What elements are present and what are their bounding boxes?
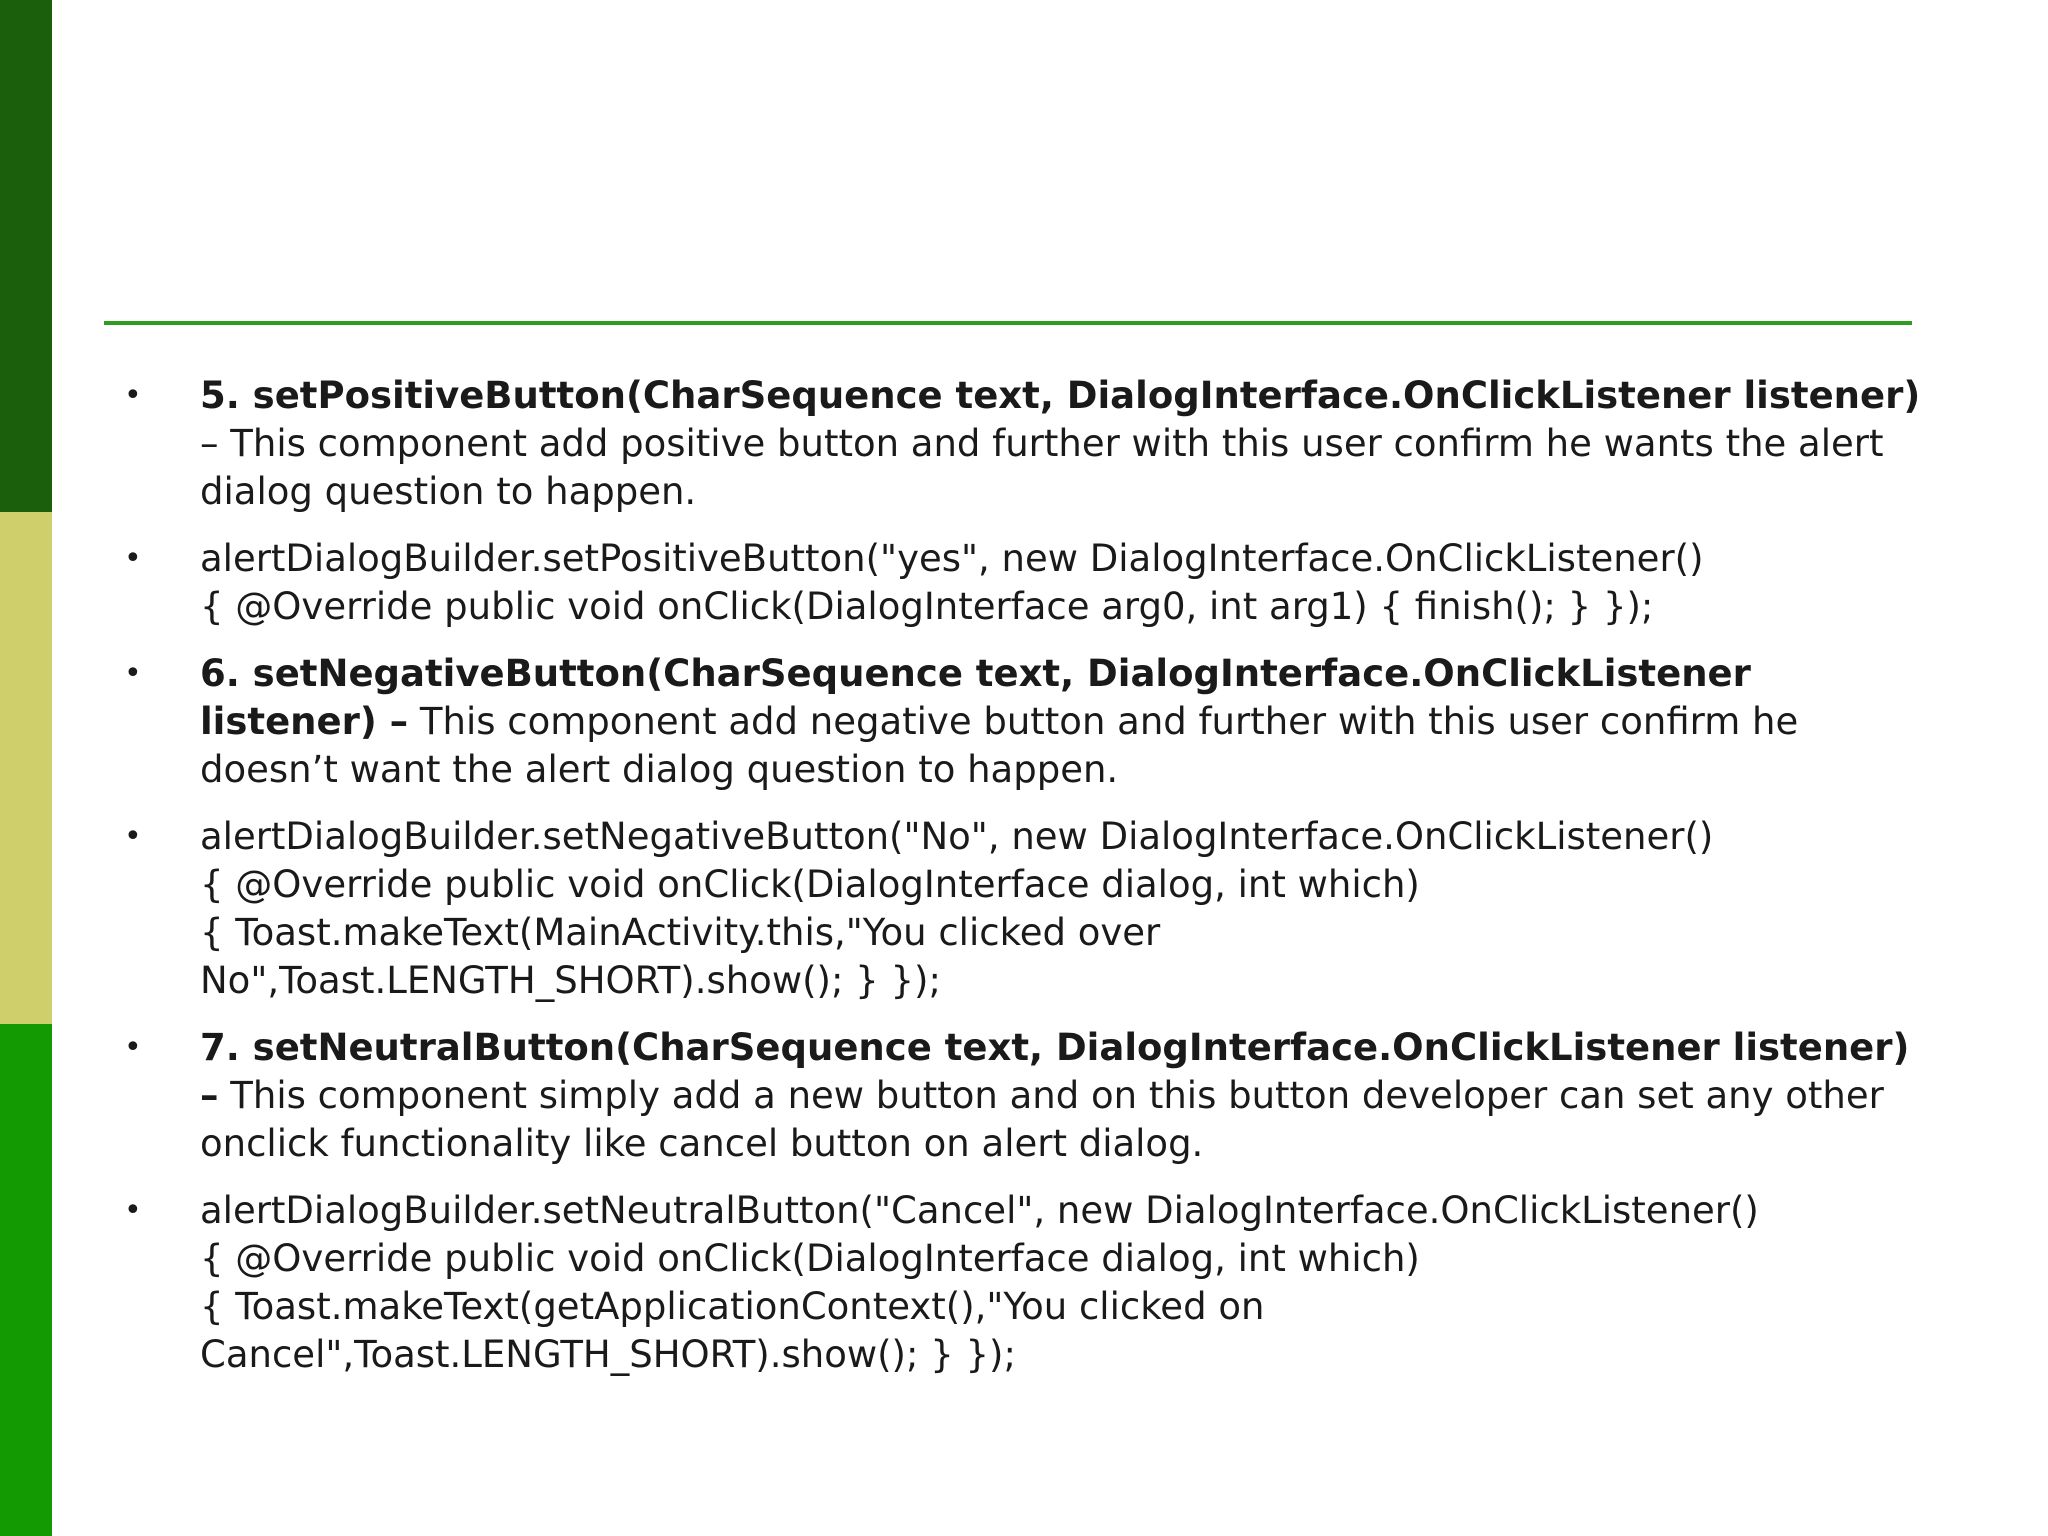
bullet-marker: • [124, 541, 142, 576]
list-item [120, 535, 1940, 631]
bullet-marker: • [124, 378, 142, 413]
list-item [120, 372, 1940, 516]
code-line: No",Toast.LENGTH_SHORT).show(); } }); [200, 959, 941, 1002]
code-line: { Toast.makeText(getApplicationContext(),"You clicked on [200, 1285, 1265, 1328]
item-paragraph [200, 650, 1940, 794]
code-line: { @Override public void onClick(DialogInterface arg0, int arg1) { finish(); } }); [200, 585, 1654, 628]
method-description: This component simply add a new button and on this button developer can set any other onclick functionality like cancel button on alert dialog. [200, 1074, 1884, 1165]
item-paragraph [200, 372, 1940, 516]
method-description: – This component add positive button and further with this user confirm he wants the alert dialog question to happen. [200, 422, 1884, 513]
list-item [120, 650, 1940, 794]
code-line: alertDialogBuilder.setNegativeButton("No", new DialogInterface.OnClickListener() [200, 815, 1714, 858]
list-item [120, 1187, 1940, 1379]
method-signature: 5. setPositiveButton(CharSequence text, DialogInterface.OnClickListener listener) [200, 374, 1921, 417]
code-line: alertDialogBuilder.setNeutralButton("Cancel", new DialogInterface.OnClickListener() [200, 1189, 1759, 1232]
side-stripe-bottom [0, 1024, 52, 1536]
code-line: alertDialogBuilder.setPositiveButton("yes", new DialogInterface.OnClickListener() [200, 537, 1704, 580]
title-divider [104, 321, 1912, 325]
list-item [120, 813, 1940, 1005]
code-line: { @Override public void onClick(DialogInterface dialog, int which) [200, 863, 1420, 906]
code-line: { Toast.makeText(MainActivity.this,"You clicked over [200, 911, 1161, 954]
item-paragraph [200, 1024, 1940, 1168]
bullet-marker: • [124, 819, 142, 854]
method-signature: 6. setNegativeButton(CharSequence text, DialogInterface.OnClickListener listener) – [200, 652, 1751, 743]
bullet-marker: • [124, 1030, 142, 1065]
code-line: Cancel",Toast.LENGTH_SHORT).show(); } }); [200, 1333, 1016, 1376]
side-stripe-middle [0, 512, 52, 1024]
bullet-list [120, 372, 1940, 1398]
side-stripe-top [0, 0, 52, 512]
list-item [120, 1024, 1940, 1168]
bullet-marker: • [124, 1193, 142, 1228]
code-line: { @Override public void onClick(DialogInterface dialog, int which) [200, 1237, 1420, 1280]
method-signature: 7. setNeutralButton(CharSequence text, DialogInterface.OnClickListener listener) – [200, 1026, 1910, 1117]
bullet-marker: • [124, 656, 142, 691]
method-description: This component add negative button and further with this user confirm he doesn’t want the alert dialog question to happen. [200, 700, 1799, 791]
